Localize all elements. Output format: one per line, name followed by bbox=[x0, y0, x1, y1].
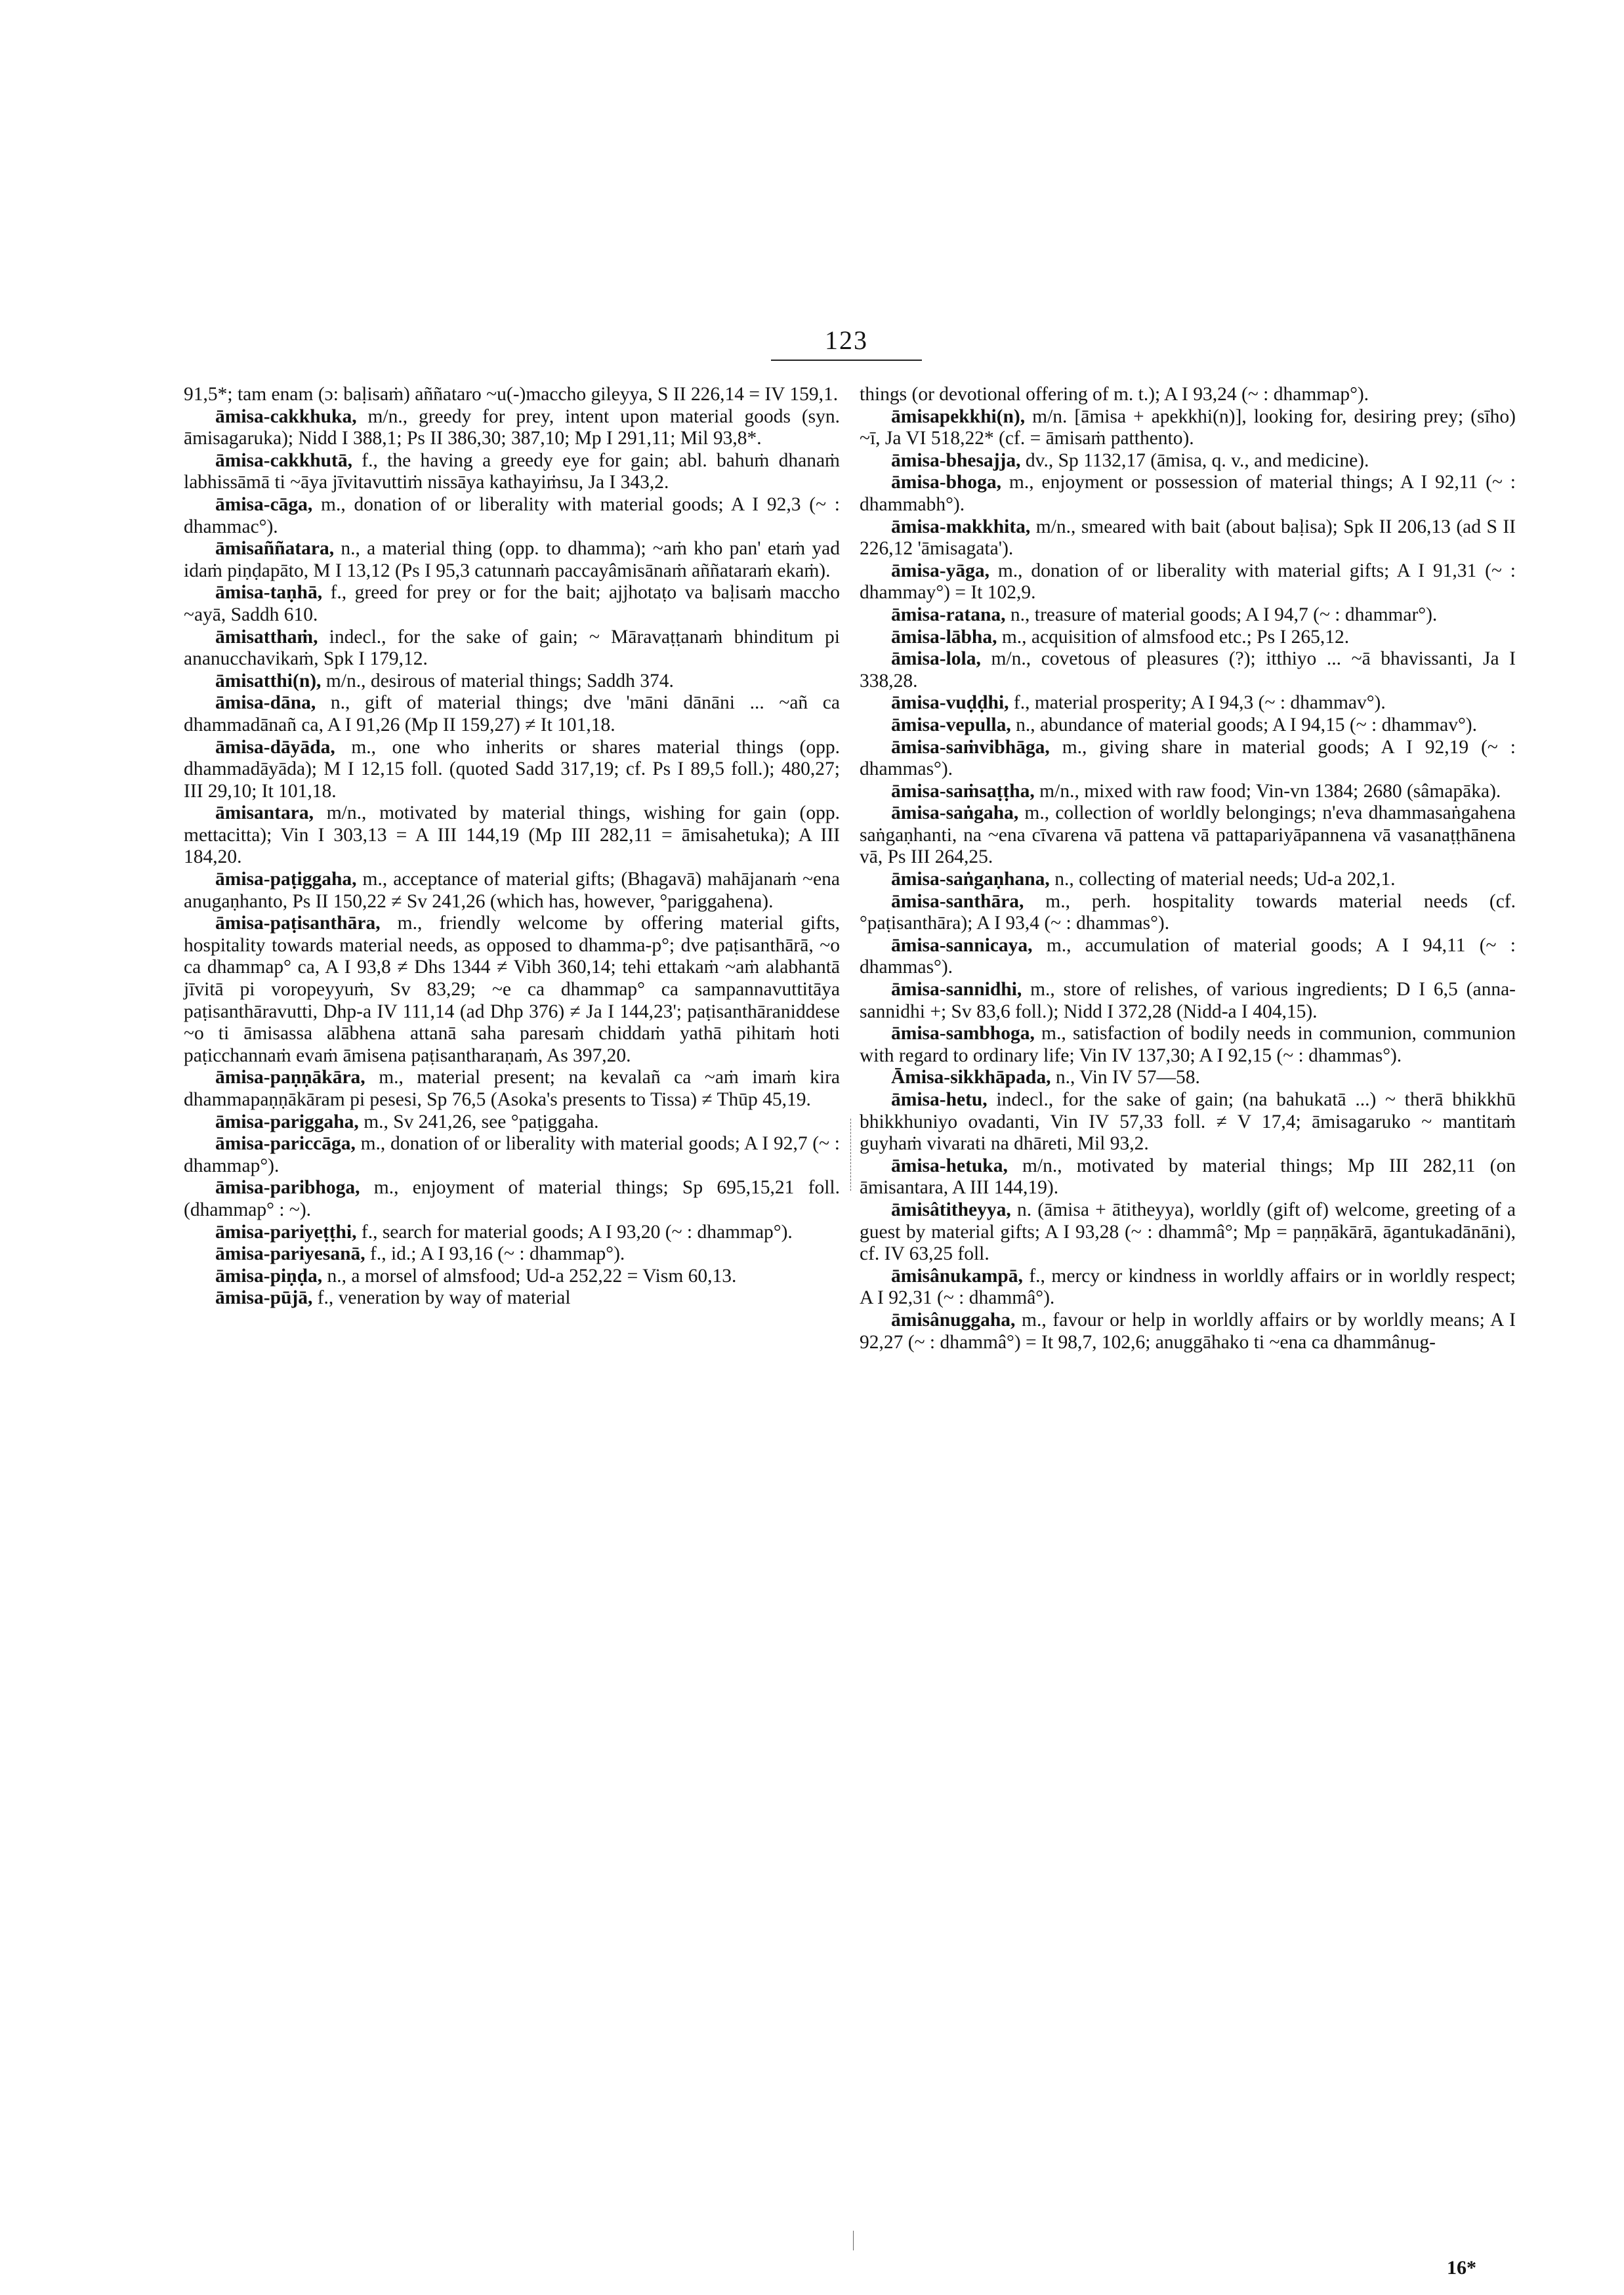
entry-headword: āmisa-pariyeṭṭhi, bbox=[215, 1221, 357, 1243]
entry-headword: āmisatthaṁ, bbox=[215, 626, 318, 648]
entry-headword: āmisa-ratana, bbox=[891, 604, 1006, 625]
entry-body: m., favour or help in worldly affairs or by worldly means; A I 92,27 (~ : dhammâ°) = It 98,7, 102,6; anuggāhako ti ~ena ca dhammânug- bbox=[860, 1309, 1516, 1353]
dictionary-entry bbox=[860, 1023, 1516, 1067]
entry-body: m/n., smeared with bait (about baḷisa); Spk II 206,13 (ad S II 226,12 'āmisagata'). bbox=[860, 516, 1516, 560]
entry-headword: āmisa-paṇṇākāra, bbox=[215, 1067, 365, 1088]
entry-body: m., collection of worldly belongings; n'eva dhammasaṅgahena saṅgaṇhanti, na ~ena cīvarena vā pattena vā pattapariyāpannena vā vasanaṭṭhānena vā, Ps III 264,25. bbox=[860, 802, 1516, 868]
entry-body: things (or devotional offering of m. t.); A I 93,24 (~ : dhammap°). bbox=[860, 384, 1369, 405]
dictionary-entry bbox=[184, 1222, 840, 1244]
dictionary-entry bbox=[184, 1287, 840, 1310]
entry-headword: āmisa-sambhoga, bbox=[891, 1023, 1035, 1044]
dictionary-entry bbox=[860, 979, 1516, 1023]
dictionary-entry bbox=[860, 1155, 1516, 1199]
entry-body: 91,5*; tam enam (ɔ: baḷisaṁ) aññataro ~u(-)maccho gileyya, S II 226,14 = IV 159,1. bbox=[184, 384, 839, 405]
entry-body: n., abundance of material goods; A I 94,15 (~ : dhammav°). bbox=[1010, 714, 1477, 735]
entry-headword: āmisaññatara, bbox=[215, 538, 335, 560]
entry-body: f., mercy or kindness in worldly affairs or in worldly respect; A I 92,31 (~ : dhammâ°). bbox=[860, 1265, 1516, 1309]
dictionary-entry bbox=[184, 1111, 840, 1134]
entry-headword: āmisapekkhi(n), bbox=[891, 405, 1026, 427]
dictionary-entry bbox=[860, 406, 1516, 450]
entry-headword: āmisa-hetu, bbox=[891, 1089, 988, 1110]
entry-headword: āmisânukampā, bbox=[891, 1265, 1023, 1287]
dictionary-entry bbox=[184, 737, 840, 803]
dictionary-entry bbox=[860, 450, 1516, 472]
dictionary-entry bbox=[860, 472, 1516, 516]
dictionary-entry bbox=[184, 692, 840, 736]
entry-headword: āmisa-lābha, bbox=[891, 626, 997, 648]
entry-body: m/n., mixed with raw food; Vin-vn 1384; 2680 (sâmapāka). bbox=[1034, 780, 1501, 802]
dictionary-entry bbox=[184, 913, 840, 1067]
dictionary-entry bbox=[860, 1067, 1516, 1089]
dictionary-entry bbox=[860, 384, 1516, 406]
entry-headword: āmisatthi(n), bbox=[215, 670, 322, 692]
dictionary-entry bbox=[184, 450, 840, 494]
entry-body: m., acquisition of almsfood etc.; Ps I 265,12. bbox=[997, 626, 1350, 648]
entry-headword: āmisa-cāga, bbox=[215, 493, 313, 515]
entry-body: indecl., for the sake of gain; (na bahukatā ...) ~ therā bhikkhū bhikkhuniyo ovadanti, Vin IV 57,33 foll. ≠ V 17,4; āmisagaruko ~ mantitaṁ guyhaṁ vivarati na dhāreti, Mil 93,2. bbox=[860, 1089, 1516, 1155]
entry-headword: āmisa-yāga, bbox=[891, 560, 989, 581]
entry-headword: āmisa-pūjā, bbox=[215, 1287, 313, 1309]
dictionary-entry bbox=[184, 671, 840, 693]
entry-body: m., store of relishes, of various ingredients; D I 6,5 (anna-sannidhi +; Sv 83,6 foll.); Nidd I 372,28 (Nidd-a I 404,15). bbox=[860, 979, 1516, 1022]
dictionary-entry bbox=[860, 627, 1516, 649]
entry-body: m., one who inherits or shares material things (opp. dhammadāyāda); M I 12,15 foll. (quoted Sadd 317,19; cf. Ps I 89,5 foll.); 480,27; III 29,10; It 101,18. bbox=[184, 736, 840, 802]
entry-body: m., enjoyment or possession of material things; A I 92,11 (~ : dhammabh°). bbox=[860, 472, 1516, 515]
entry-body: m., accumulation of material goods; A I 94,11 (~ : dhammas°). bbox=[860, 934, 1516, 978]
entry-headword: āmisantara, bbox=[215, 802, 314, 824]
entry-body: dv., Sp 1132,17 (āmisa, q. v., and medicine). bbox=[1020, 449, 1369, 471]
entry-body: n., gift of material things; dve 'māni dānāni ... ~añ ca dhammadānañ ca, A I 91,26 (Mp II 159,27) ≠ It 101,18. bbox=[184, 692, 840, 735]
dictionary-entry bbox=[184, 1243, 840, 1266]
dictionary-entry bbox=[184, 1067, 840, 1111]
dictionary-entry bbox=[184, 538, 840, 582]
entry-headword: āmisa-paribhoga, bbox=[215, 1177, 360, 1199]
entry-headword: āmisa-saṅgaha, bbox=[891, 802, 1019, 824]
dictionary-entry bbox=[184, 1177, 840, 1221]
dictionary-entry bbox=[184, 406, 840, 450]
entry-body: m., enjoyment of material things; Sp 695,15,21 foll. (dhammap° : ~). bbox=[184, 1177, 840, 1220]
dictionary-entry bbox=[860, 516, 1516, 560]
dictionary-entry bbox=[860, 560, 1516, 604]
column-divider-bottom bbox=[853, 2231, 854, 2250]
dictionary-entry bbox=[860, 891, 1516, 935]
dictionary-entry bbox=[184, 582, 840, 626]
dictionary-entry bbox=[860, 869, 1516, 891]
dictionary-entry bbox=[184, 869, 840, 913]
dictionary-entry bbox=[184, 1266, 840, 1288]
page-number-rule bbox=[771, 360, 922, 361]
dictionary-entry bbox=[860, 1089, 1516, 1155]
left-column bbox=[184, 384, 840, 1310]
entry-headword: āmisa-saṅgaṇhana, bbox=[891, 869, 1050, 890]
entry-headword: āmisa-sannidhi, bbox=[891, 979, 1022, 1001]
entry-body: n., treasure of material goods; A I 94,7 (~ : dhammar°). bbox=[1005, 604, 1438, 625]
dictionary-entry bbox=[860, 714, 1516, 737]
entry-body: f., the having a greedy eye for gain; abl. bahuṁ dhanaṁ labhissāmā ti ~āya jīvitavuttiṁ nissāya kathayiṁsu, Ja I 343,2. bbox=[184, 449, 840, 493]
entry-headword: āmisa-bhesajja, bbox=[891, 449, 1021, 471]
entry-body: m/n., greedy for prey, intent upon material goods (syn. āmisagaruka); Nidd I 388,1; Ps II 386,30; 387,10; Mp I 291,11; Mil 93,8*. bbox=[184, 405, 840, 449]
entry-headword: āmisa-dāna, bbox=[215, 692, 316, 714]
dictionary-entry bbox=[860, 1199, 1516, 1266]
entry-body: indecl., for the sake of gain; ~ Māravaṭṭanaṁ bhinditum pi ananucchavikaṁ, Spk I 179,12. bbox=[184, 626, 840, 670]
entry-body: m., donation of or liberality with material goods; A I 92,3 (~ : dhammac°). bbox=[184, 493, 840, 537]
dictionary-entry bbox=[184, 802, 840, 869]
entry-headword: āmisa-cakkhuka, bbox=[215, 405, 357, 427]
entry-body: m/n., covetous of pleasures (?); itthiyo ... ~ā bhavissanti, Ja I 338,28. bbox=[860, 648, 1516, 692]
page-number: 123 bbox=[825, 325, 868, 355]
dictionary-entry bbox=[860, 604, 1516, 627]
dictionary-entry bbox=[860, 1310, 1516, 1354]
entry-body: m., friendly welcome by offering material gifts, hospitality towards material needs, as opposed to dhamma-p°; dve paṭisanthārā, ~o ca dhammap° ca, A I 93,8 ≠ Dhs 1344 ≠ Vibh 360,14; tehi ettakaṁ ~aṁ alabhantā jīvitā pi voropeyyuṁ, Sv 83,29; ~e ca dhammap° ca sampannavuttitāya paṭisanthāravutti, Dhp-a IV 111,14 (ad Dhp 376) ≠ Ja I 144,23'; paṭisanthāraniddese ~o ti āmisassa alābhena attanā saha paresaṁ chiddaṁ yathā pihitaṁ hoti paṭicchannaṁ evaṁ āmisena paṭisantharaṇaṁ, As 397,20. bbox=[184, 913, 840, 1066]
dictionary-entry bbox=[184, 494, 840, 538]
dictionary-entry bbox=[860, 935, 1516, 979]
entry-body: m/n., motivated by material things, wishing for gain (opp. mettacitta); Vin I 303,13 = A III 144,19 (Mp III 282,11 = āmisahetuka); A III 184,20. bbox=[184, 802, 840, 868]
entry-body: m., material present; na kevalañ ca ~aṁ imaṁ kira dhammapaṇṇākāram pi pesesi, Sp 76,5 (Asoka's presents to Tissa) ≠ Thūp 45,19. bbox=[184, 1067, 840, 1110]
entry-body: m., giving share in material goods; A I 92,19 (~ : dhammas°). bbox=[860, 736, 1516, 780]
entry-headword: āmisa-santhāra, bbox=[891, 890, 1024, 912]
entry-headword: āmisa-vepulla, bbox=[891, 714, 1011, 735]
dictionary-entry bbox=[184, 1133, 840, 1177]
entry-headword: āmisa-paṭisanthāra, bbox=[215, 913, 381, 934]
entry-body: m., satisfaction of bodily needs in communion, communion with regard to ordinary life; Vin IV 137,30; A I 92,15 (~ : dhammas°). bbox=[860, 1023, 1516, 1066]
entry-body: n., collecting of material needs; Ud-a 202,1. bbox=[1049, 869, 1396, 890]
entry-headword: āmisa-bhoga, bbox=[891, 472, 1002, 493]
entry-body: m., acceptance of material gifts; (Bhagavā) mahājanaṁ ~ena anugaṇhanto, Ps II 150,22 ≠ Sv 241,26 (which has, however, °pariggahena). bbox=[184, 869, 840, 912]
entry-body: f., greed for prey or for the bait; ajjhotaṭo va baḷisaṁ maccho ~ayā, Saddh 610. bbox=[184, 582, 840, 625]
entry-body: f., veneration by way of material bbox=[312, 1287, 571, 1309]
entry-body: m/n. [āmisa + apekkhi(n)], looking for, desiring prey; (sīho) ~ī, Ja VI 518,22* (cf. = āmisaṁ patthento). bbox=[860, 405, 1516, 449]
entry-body: f., id.; A I 93,16 (~ : dhammap°). bbox=[365, 1243, 625, 1265]
entry-headword: āmisa-makkhita, bbox=[891, 516, 1031, 537]
entry-headword: āmisa-paṭiggaha, bbox=[215, 869, 357, 890]
dictionary-entry bbox=[860, 802, 1516, 869]
entry-headword: āmisa-sannicaya, bbox=[891, 934, 1033, 956]
entry-headword: āmisa-pariggaha, bbox=[215, 1111, 359, 1132]
entry-body: m., donation of or liberality with material gifts; A I 91,31 (~ : dhammay°) = It 102,9. bbox=[860, 560, 1516, 604]
entry-headword: āmisa-pariccāga, bbox=[215, 1133, 356, 1155]
dictionary-entry bbox=[860, 1266, 1516, 1310]
entry-headword: āmisa-pariyesanā, bbox=[215, 1243, 365, 1265]
entry-body: n., a morsel of almsfood; Ud-a 252,22 = Vism 60,13. bbox=[322, 1265, 737, 1287]
right-column bbox=[860, 384, 1516, 1354]
entry-headword: āmisânuggaha, bbox=[891, 1309, 1016, 1331]
entry-body: m/n., desirous of material things; Saddh 374. bbox=[321, 670, 674, 692]
entry-headword: āmisa-piṇḍa, bbox=[215, 1265, 323, 1287]
entry-headword: āmisa-vuḍḍhi, bbox=[891, 692, 1009, 714]
entry-body: f., material prosperity; A I 94,3 (~ : dhammav°). bbox=[1009, 692, 1386, 714]
entry-body: m., Sv 241,26, see °paṭiggaha. bbox=[358, 1111, 599, 1132]
dictionary-entry bbox=[860, 737, 1516, 781]
dictionary-entry bbox=[860, 648, 1516, 692]
column-divider bbox=[850, 1119, 851, 1191]
entry-body: n. (āmisa + ātitheyya), worldly (gift of) welcome, greeting of a guest by material gifts; A I 93,28 (~ : dhammâ°; Mp = paṇṇākārā, āgantukadānāni), cf. IV 63,25 foll. bbox=[860, 1199, 1516, 1265]
entry-headword: Āmisa-sikkhāpada, bbox=[891, 1067, 1051, 1088]
entry-body: n., Vin IV 57—58. bbox=[1051, 1067, 1200, 1088]
entry-headword: āmisa-dāyāda, bbox=[215, 736, 335, 758]
entry-body: m., donation of or liberality with material goods; A I 92,7 (~ : dhammap°). bbox=[184, 1133, 840, 1176]
entry-body: f., search for material goods; A I 93,20 (~ : dhammap°). bbox=[356, 1221, 793, 1243]
entry-headword: āmisa-hetuka, bbox=[891, 1155, 1008, 1176]
dictionary-entry bbox=[184, 627, 840, 671]
entry-headword: āmisa-saṁsaṭṭha, bbox=[891, 780, 1035, 802]
dictionary-entry bbox=[860, 781, 1516, 803]
dictionary-entry bbox=[184, 384, 840, 406]
dictionary-entry bbox=[860, 692, 1516, 714]
entry-headword: āmisa-saṁvibhāga, bbox=[891, 736, 1050, 758]
entry-headword: āmisâtitheyya, bbox=[891, 1199, 1011, 1220]
entry-headword: āmisa-cakkhutā, bbox=[215, 449, 352, 471]
entry-body: m/n., motivated by material things; Mp III 282,11 (on āmisantara, A III 144,19). bbox=[860, 1155, 1516, 1199]
entry-body: m., perh. hospitality towards material needs (cf. °paṭisanthāra); A I 93,4 (~ : dhammas°). bbox=[860, 890, 1516, 934]
signature-mark: 16* bbox=[1447, 2257, 1476, 2279]
entry-headword: āmisa-taṇhā, bbox=[215, 582, 323, 604]
entry-headword: āmisa-lola, bbox=[891, 648, 981, 670]
entry-body: n., a material thing (opp. to dhamma); ~aṁ kho pan' etaṁ yad idaṁ piṇḍapāto, M I 13,12 (Ps I 95,3 catunnaṁ paccayâmisānaṁ aññataraṁ ekaṁ). bbox=[184, 538, 840, 581]
